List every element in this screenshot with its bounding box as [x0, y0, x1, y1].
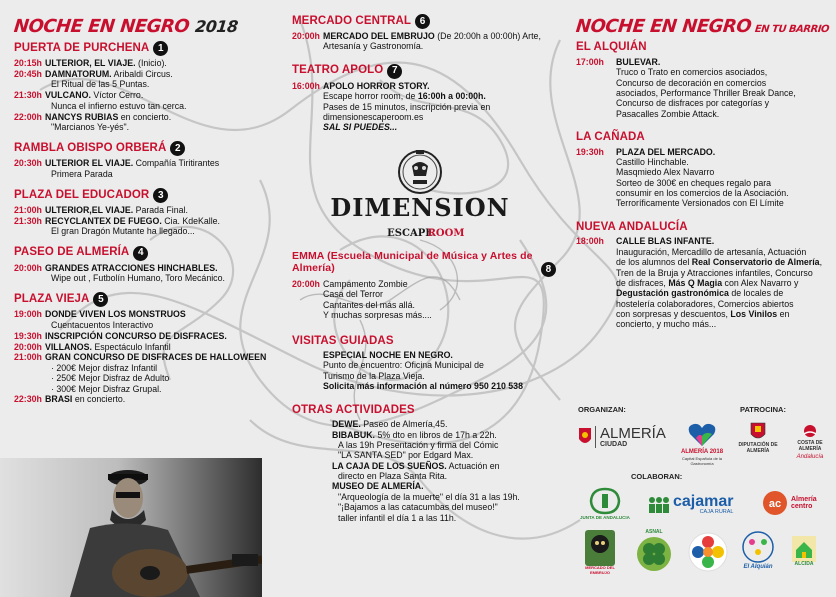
- event-title: INSCRIPCIÓN CONCURSO DE DISFRACES.: [45, 330, 227, 341]
- section-title: PLAZA VIEJA: [14, 293, 90, 306]
- logo-cajamar-sub: CAJA RURAL: [699, 509, 734, 515]
- junta-andalucia-logo: [580, 487, 630, 520]
- event-row: [292, 279, 564, 321]
- section-title: TEATRO APOLO: [292, 64, 384, 77]
- event-time: 20:15h: [14, 58, 42, 69]
- barrio-section-1: [576, 131, 832, 145]
- event-detail: concierto, y mucho más...: [616, 319, 717, 330]
- guitarist-image: [0, 458, 262, 597]
- event-row: [14, 58, 286, 68]
- section-1: [14, 141, 286, 156]
- cajamar-people-icon: [648, 496, 670, 514]
- almeria-shield-icon: [578, 427, 592, 447]
- section-title: VISITAS GUIADAS: [292, 334, 394, 347]
- event-title: ULTERIOR,EL VIAJE.: [45, 205, 134, 216]
- event-title: VULCANO.: [45, 90, 91, 101]
- barrio-section-0: [576, 41, 832, 55]
- event-time: 19:00h: [14, 309, 42, 320]
- event-time: 19:30h: [14, 330, 42, 341]
- event-row: [576, 147, 832, 209]
- event-title: CALLE BLAS INFANTE.: [616, 236, 715, 247]
- logo-junta-text: JUNTA DE ANDALUCIA: [580, 515, 630, 520]
- activity-detail: Paseo de Almería,45.: [360, 419, 448, 430]
- event-detail: hostelería colaboradores, Comercios abiertos: [616, 298, 794, 309]
- event-title: VILLANOS.: [45, 341, 92, 352]
- activity-title: DEWE.: [332, 419, 361, 430]
- logo-sub2: ROOM: [427, 228, 465, 239]
- event-detail: Masqmiedo Alex Navarro: [616, 167, 715, 178]
- title-year: 2018: [194, 17, 239, 36]
- event-title: ESPECIAL NOCHE EN NEGRO.: [323, 350, 453, 361]
- event-title: DAMNATORUM.: [45, 69, 112, 80]
- logo-diputacion-text: DIPUTACIÓN DE ALMERÍA: [738, 442, 778, 454]
- activity-detail: directo en Plaza Santa Rita.: [338, 471, 448, 481]
- section-mercado-central: [292, 14, 564, 29]
- logo-mercado-text: MERCADO DEL EMBRUJO: [585, 565, 615, 575]
- event-detail: Nunca el infierno estuvo tan cerca.: [51, 100, 187, 111]
- asnal-logo: [636, 530, 672, 572]
- mercado-embrujo-logo: [584, 530, 616, 575]
- event-detail: Turismo de la Plaza Vieja.: [323, 370, 425, 381]
- event-row: [292, 81, 564, 133]
- section-title: RAMBLA OBISPO ORBERÁ: [14, 142, 167, 155]
- junta-emblem-icon: [588, 487, 622, 515]
- event-detail: Solicita más información al número 950 210 538: [323, 381, 523, 392]
- section-title: OTRAS ACTIVIDADES: [292, 403, 415, 416]
- logo-alcida-text: ALCIDA: [794, 561, 814, 567]
- event-title: RECYCLANTEX DE FUEGO.: [45, 215, 162, 226]
- event-row: [14, 394, 286, 404]
- event-title: DONDE VIVEN LOS MONSTRUOS: [45, 309, 186, 320]
- section-otras-actividades: [292, 404, 564, 418]
- event-time: 19:30h: [576, 146, 604, 157]
- event-detail: de disfraces, Más Q Magia con Alex Navarro y: [616, 277, 799, 288]
- event-detail: Degustación gastronómica de locales de: [616, 288, 784, 299]
- section-0: [14, 41, 286, 56]
- event-detail: Escape horror room, de 16:00h a 00:00h.: [323, 91, 486, 102]
- location-number-badge: 4: [133, 246, 148, 261]
- section-title: EMMA (Escuela Municipal de Música y Artes de Almería): [292, 250, 533, 275]
- event-detail: Wipe out , Futbolín Humano, Toro Mecánico.: [51, 273, 225, 284]
- event-detail: Inauguración, Mercadillo de artesanía, Actuación: [616, 246, 807, 257]
- activity-title: BIBABUK.: [332, 429, 376, 440]
- event-detail: Pasacalles Zombie Attack.: [616, 108, 720, 119]
- barrio-section-2: [576, 221, 832, 235]
- otras-list: [292, 419, 564, 523]
- event-detail: Cia. KdeKalle.: [161, 215, 221, 226]
- el-alquian-logo: [738, 530, 778, 571]
- location-number-badge: 5: [93, 292, 108, 307]
- title-text: NOCHE EN NEGRO: [12, 16, 191, 37]
- logo-sub1: ESCAPE: [387, 228, 433, 239]
- section-2: [14, 188, 286, 203]
- column-centro: [14, 0, 286, 405]
- event-detail: Espectáculo Infantil: [91, 341, 171, 352]
- event-detail: Casa del Terror: [323, 289, 383, 300]
- event-title: BULEVAR.: [616, 56, 661, 67]
- event-row: [14, 331, 286, 341]
- event-row: [14, 263, 286, 284]
- section-title: MERCADO CENTRAL: [292, 14, 412, 27]
- section-title: PUERTA DE PURCHENA: [14, 41, 150, 54]
- logo-almeria-text: ALMERÍA: [600, 425, 666, 442]
- gastronomy-heart-icon: [687, 422, 717, 448]
- event-time: 18:00h: [576, 236, 604, 247]
- logo-costa-sub: Andalucía: [796, 453, 824, 460]
- almeria-centro-icon: [762, 490, 788, 516]
- event-detail: Y muchas sorpresas más....: [323, 310, 432, 321]
- event-row: [14, 216, 286, 237]
- event-title: APOLO HORROR STORY.: [323, 80, 430, 91]
- event-detail: Compañía Tiritirantes: [133, 158, 220, 169]
- section-emma: [292, 250, 564, 277]
- logo-centro-text: Almería centro: [791, 496, 817, 510]
- event-time: 20:45h: [14, 69, 42, 80]
- location-number-badge: 7: [387, 64, 402, 79]
- cajamar-logo: [648, 494, 734, 516]
- diputacion-logo: [738, 422, 778, 455]
- patrocina-label: PATROCINA:: [740, 405, 786, 414]
- event-detail: Terroríficamente Versionados con El Límite: [616, 198, 784, 209]
- event-time: 22:30h: [14, 394, 42, 405]
- event-time: 20:00h: [14, 262, 42, 273]
- event-time: 20:00h: [292, 279, 320, 289]
- event-detail: de los alumnos del Real Conservatorio de Almería,: [616, 257, 823, 268]
- event-detail: Pases de 15 minutos, inscripción previa en: [323, 101, 491, 112]
- colorful-flower-logo: [688, 532, 728, 572]
- event-detail: (De 20:00h a 00:00h) Arte, Artesanía y Gastronomía.: [323, 31, 541, 52]
- event-title: ULTERIOR EL VIAJE.: [45, 158, 134, 169]
- event-detail: Truco o Trato en comercios asociados,: [616, 67, 768, 78]
- logo-costa-text: COSTA DE ALMERÍA: [797, 440, 823, 452]
- event-detail: Concurso de disfraces por categorías y: [616, 98, 770, 109]
- logo-alquian-text: El Alquián: [743, 564, 773, 570]
- almeria-2018-logo: [680, 422, 724, 467]
- event-detail: en concierto.: [72, 394, 126, 405]
- alquian-stars-icon: [738, 530, 778, 564]
- event-detail: El Ritual de las 5 Puntas.: [51, 79, 150, 90]
- event-detail: Sorteo de 300€ en cheques regalo para: [616, 177, 772, 188]
- event-row: [14, 309, 286, 330]
- activity-detail: Actuación en: [446, 460, 500, 471]
- event-title: PLAZA DEL MERCADO.: [616, 146, 716, 157]
- activity-item: [332, 430, 564, 440]
- event-detail: con sorpresas y descuentos, Los Vinilos en: [616, 309, 790, 320]
- svg-text:ac: ac: [768, 498, 782, 510]
- costa-almeria-logo: [788, 422, 832, 461]
- event-row: [576, 57, 832, 119]
- location-number-badge: 1: [153, 41, 168, 56]
- activity-detail: "Arqueología de la muerte" el día 31 a las 19h.: [338, 491, 520, 502]
- event-detail: Tren de la Bruja y Atracciones infantiles, Concurso: [616, 267, 813, 278]
- event-lines: [323, 279, 564, 321]
- column-otros: [292, 0, 564, 133]
- event-detail: Aribaldi Circus.: [111, 69, 173, 80]
- section-title: EL ALQUIÁN: [576, 41, 647, 54]
- section-title: PLAZA DEL EDUCADOR: [14, 188, 150, 201]
- event-title: NANCYS RUBIAS: [45, 111, 119, 122]
- event-title: GRANDES ATRACCIONES HINCHABLES.: [45, 262, 218, 273]
- event-detail: SAL SI PUEDES...: [323, 122, 398, 133]
- event-detail: Cantantes del más allá.: [323, 299, 415, 310]
- activity-detail: "¡Bajamos a las catacumbas del museo!": [338, 502, 498, 513]
- guitarist-photo: [0, 458, 262, 597]
- alcida-logo: [792, 536, 816, 568]
- activity-detail: 5% dto en libros de 17h a 22h.: [375, 429, 497, 440]
- almeria-ciudad-logo: [578, 426, 666, 448]
- event-row: [14, 205, 286, 215]
- event-time: 21:00h: [14, 352, 42, 363]
- event-time: 21:30h: [14, 215, 42, 226]
- event-time: 20:00h: [14, 341, 42, 352]
- flower-icon: [688, 532, 728, 572]
- event-detail: El gran Dragón Mutante ha llegado...: [51, 226, 195, 237]
- location-number-badge: 3: [153, 188, 168, 203]
- event-title: GRAN CONCURSO DE DISFRACES DE HALLOWEEN: [45, 352, 267, 363]
- event-detail: en concierto.: [118, 111, 172, 122]
- logo-title: DIMENSION: [330, 193, 510, 222]
- dimension-escape-room-logo: [330, 150, 510, 242]
- logo-2018-text: ALMERÍA 2018: [680, 449, 724, 455]
- section-title: PASEO DE ALMERÍA: [14, 246, 130, 259]
- activity-item: [332, 461, 564, 471]
- activity-item: [332, 481, 564, 491]
- title-subtitle: EN TU BARRIO: [754, 24, 830, 35]
- activity-detail: A las 19h Presentación y firma del Cómic: [338, 439, 499, 450]
- barrio-title: [576, 16, 832, 37]
- costa-sun-icon: [801, 422, 819, 440]
- event-detail: · 200€ Mejor disfraz Infantil: [51, 362, 158, 373]
- location-number-badge: 2: [170, 141, 185, 156]
- main-title: [14, 16, 286, 37]
- section-visitas-guiadas: [292, 335, 564, 349]
- event-detail: (Inicio).: [135, 58, 167, 69]
- colaboran-label: COLABORAN:: [631, 472, 683, 481]
- section-title: LA CAÑADA: [576, 131, 645, 144]
- event-time: 22:00h: [14, 111, 42, 122]
- column-barrios: [576, 0, 832, 330]
- diputacion-shield-icon: [750, 422, 766, 442]
- event-detail: "Marcianos Ye-yés".: [51, 121, 130, 132]
- section-4: [14, 292, 286, 307]
- event-row: [14, 158, 286, 179]
- title-text: NOCHE EN NEGRO: [574, 16, 753, 37]
- logo-asnal-text: ASNAL: [645, 529, 663, 535]
- event-detail: · 300€ Mejor Disfraz Grupal.: [51, 383, 162, 394]
- logo-capital-text: Capital Española de la Gastronomía: [681, 456, 723, 466]
- event-time: 17:00h: [576, 56, 604, 67]
- logo-cajamar-text: cajamar: [673, 493, 734, 510]
- event-detail: consumir en los comercios de la Asociación.: [616, 188, 789, 199]
- event-detail: Cuentacuentos Interactivo: [51, 319, 154, 330]
- event-time: 20:00h: [292, 31, 320, 41]
- event-time: 21:30h: [14, 90, 42, 101]
- activity-title: LA CAJA DE LOS SUEÑOS.: [332, 460, 447, 471]
- almeria-centro-logo: [762, 490, 827, 516]
- col3-sections: [576, 41, 832, 330]
- activity-detail: taller infantil el día 1 a las 11h.: [338, 512, 457, 523]
- event-title: BRASI: [45, 394, 73, 405]
- event-title: MERCADO DEL EMBRUJO: [323, 31, 435, 41]
- alcida-house-icon: [792, 536, 816, 562]
- location-number-badge: 6: [415, 14, 430, 29]
- event-detail: Parada Final.: [133, 205, 188, 216]
- logo-ciudad-text: CIUDAD: [600, 441, 628, 448]
- event-detail: Castillo Hinchable.: [616, 156, 689, 167]
- event-row: [576, 236, 832, 329]
- event-detail: dimensionescaperoom.es: [323, 111, 424, 122]
- event-row: [14, 90, 286, 111]
- event-detail: Víctor Cerro.: [90, 90, 144, 101]
- section-teatro-apolo: [292, 64, 564, 79]
- col1-sections: [14, 41, 286, 405]
- event-row: [14, 69, 286, 90]
- event-row: [292, 31, 564, 52]
- event-time: 16:00h: [292, 80, 320, 91]
- event-detail: Punto de encuentro: Oficina Municipal de: [323, 360, 484, 371]
- organizan-label: ORGANIZAN:: [578, 405, 626, 414]
- activity-title: MUSEO DE ALMERÍA.: [332, 481, 424, 492]
- event-detail: · 250€ Mejor Disfraz de Adulto: [51, 373, 170, 384]
- event-time: 21:00h: [14, 205, 42, 216]
- mercado-embrujo-icon: [585, 530, 615, 566]
- event-row: [14, 112, 286, 133]
- event-detail: Campamento Zombie: [323, 279, 408, 289]
- event-time: 20:30h: [14, 158, 42, 169]
- event-title: ULTERIOR, EL VIAJE.: [45, 58, 136, 69]
- column-otros-lower: [292, 250, 564, 523]
- location-number-badge: 8: [541, 262, 556, 277]
- event-block: [292, 350, 564, 392]
- event-row: [14, 352, 286, 394]
- event-detail: Primera Parada: [51, 168, 113, 179]
- asnal-clover-icon: [636, 536, 672, 572]
- activity-detail: "LA SANTA SED" por Edgard Max.: [338, 450, 474, 461]
- section-title: NUEVA ANDALUCÍA: [576, 220, 688, 233]
- section-3: [14, 246, 286, 261]
- activity-item: [332, 419, 564, 429]
- event-detail: Concurso de decoración en comercios: [616, 77, 767, 88]
- event-row: [14, 342, 286, 352]
- event-detail: asociados, Performance Thriller Break Dance,: [616, 87, 796, 98]
